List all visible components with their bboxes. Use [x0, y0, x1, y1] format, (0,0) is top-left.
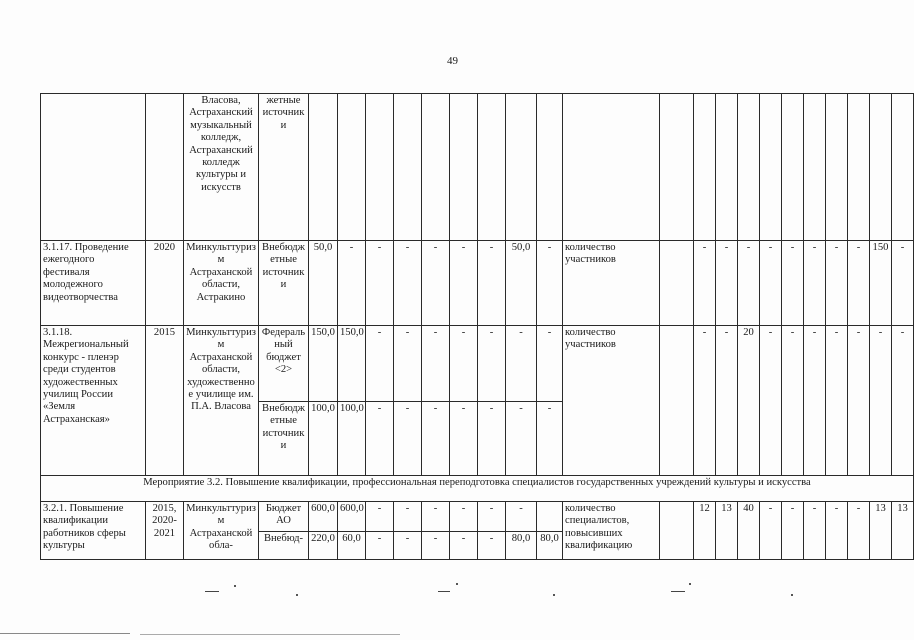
indicator-value: -	[738, 241, 760, 326]
indicator-value: -	[870, 326, 892, 476]
indicator-value: -	[892, 241, 914, 326]
indicator-value: -	[716, 241, 738, 326]
funding-value: -	[537, 402, 563, 476]
funding-value: -	[366, 241, 394, 326]
source-cell: Внебюджетные источники	[259, 402, 309, 476]
indicator-value: -	[694, 241, 716, 326]
indicator-value: -	[848, 241, 870, 326]
scan-mark	[456, 583, 458, 585]
indicator-value: 150	[870, 241, 892, 326]
table-row-3-2-1	[41, 502, 914, 532]
funding-value: -	[422, 502, 450, 532]
funding-value: 150,0	[309, 326, 338, 402]
indicator-value: -	[782, 241, 804, 326]
funding-value: -	[450, 241, 478, 326]
funding-value: -	[422, 326, 450, 402]
indicator-value: -	[826, 326, 848, 476]
year-cell: 2020	[146, 241, 184, 326]
section-heading: Мероприятие 3.2. Повышение квалификации, профессиональная переподготовка специалистов государственных учреждений культуры и искусства	[41, 476, 914, 502]
funding-value: 150,0	[338, 326, 366, 402]
funding-value: -	[506, 502, 537, 532]
activity-name: 3.1.18. Межрегиональный конкурс - пленэр среди студентов художественных училищ России «Земля Астраханская»	[41, 326, 146, 476]
executor-cell: Минкульттуризм Астраханской области, художественное училище им. П.А. Власова	[184, 326, 259, 476]
source-cell: Внебюд-	[259, 532, 309, 560]
indicator-value: -	[892, 326, 914, 476]
year-cell: 2015	[146, 326, 184, 476]
indicator-value: 13	[892, 502, 914, 560]
scan-mark	[791, 594, 793, 596]
table-row-3-1-17	[41, 241, 914, 326]
executor-cell: Минкульттуризм Астраханской обла-	[184, 502, 259, 560]
scan-mark	[0, 633, 130, 634]
source-cell: жетные источники	[259, 94, 309, 241]
funding-value: -	[478, 402, 506, 476]
funding-value: -	[366, 532, 394, 560]
activity-name: 3.2.1. Повышение квалификации работников сферы культуры	[41, 502, 146, 560]
indicator-value: 13	[870, 502, 892, 560]
indicator-value: -	[694, 326, 716, 476]
source-cell: Бюджет АО	[259, 502, 309, 532]
indicator-value: -	[760, 241, 782, 326]
indicator-value: -	[848, 326, 870, 476]
funding-value: -	[450, 402, 478, 476]
funding-value	[537, 502, 563, 532]
source-cell: Внебюджетные источники	[259, 241, 309, 326]
scan-mark	[438, 591, 450, 592]
indicator-name: количество специалистов, повысивших квалификацию	[563, 502, 660, 560]
funding-value: 50,0	[506, 241, 537, 326]
scan-mark	[234, 585, 236, 587]
indicator-value: -	[826, 241, 848, 326]
funding-value: -	[506, 326, 537, 402]
funding-value: -	[478, 532, 506, 560]
section-row	[41, 476, 914, 502]
activity-name: 3.1.17. Проведение ежегодного фестиваля молодежного видеотворчества	[41, 241, 146, 326]
funding-value: 50,0	[309, 241, 338, 326]
funding-value: 100,0	[338, 402, 366, 476]
funding-value: -	[394, 502, 422, 532]
table-row-3-1-18	[41, 326, 914, 402]
indicator-value: 13	[716, 502, 738, 560]
indicator-value: -	[716, 326, 738, 476]
indicator-value: -	[804, 502, 826, 560]
program-table	[40, 93, 914, 560]
funding-value: -	[366, 502, 394, 532]
funding-value: 220,0	[309, 532, 338, 560]
funding-value: 80,0	[537, 532, 563, 560]
funding-value: -	[422, 241, 450, 326]
source-cell: Федеральный бюджет <2>	[259, 326, 309, 402]
indicator-name: количество участников	[563, 241, 660, 326]
year-cell: 2015, 2020-2021	[146, 502, 184, 560]
funding-value: -	[366, 402, 394, 476]
funding-value: -	[394, 402, 422, 476]
table-row-continuation	[41, 94, 914, 241]
scan-mark	[140, 634, 400, 635]
funding-value: -	[450, 502, 478, 532]
funding-value: -	[537, 241, 563, 326]
scan-mark	[671, 591, 685, 592]
executor-cell: Минкульттуризм Астраханской области, Астракино	[184, 241, 259, 326]
funding-value: -	[478, 241, 506, 326]
funding-value: -	[506, 402, 537, 476]
funding-value: 100,0	[309, 402, 338, 476]
funding-value: -	[450, 532, 478, 560]
scan-mark	[296, 594, 298, 596]
indicator-value: 12	[694, 502, 716, 560]
indicator-value: -	[782, 326, 804, 476]
indicator-value: 40	[738, 502, 760, 560]
funding-value: -	[537, 326, 563, 402]
funding-value: 60,0	[338, 532, 366, 560]
indicator-name: количество участников	[563, 326, 660, 476]
funding-value: -	[366, 326, 394, 402]
funding-value: -	[394, 241, 422, 326]
funding-value: -	[422, 532, 450, 560]
funding-value: -	[450, 326, 478, 402]
funding-value: -	[394, 532, 422, 560]
page-number: 49	[447, 55, 458, 67]
funding-value: 80,0	[506, 532, 537, 560]
indicator-value: 20	[738, 326, 760, 476]
indicator-value: -	[826, 502, 848, 560]
indicator-value: -	[760, 502, 782, 560]
funding-value: -	[394, 326, 422, 402]
indicator-value: -	[760, 326, 782, 476]
executor-cell: Власова, Астраханский музыкальный колледж, Астраханский колледж культуры и искусств	[184, 94, 259, 241]
funding-value: -	[478, 502, 506, 532]
indicator-value: -	[804, 241, 826, 326]
scan-mark	[553, 594, 555, 596]
funding-value: -	[338, 241, 366, 326]
funding-value: 600,0	[338, 502, 366, 532]
indicator-value: -	[848, 502, 870, 560]
indicator-value: -	[782, 502, 804, 560]
funding-value: -	[422, 402, 450, 476]
indicator-value: -	[804, 326, 826, 476]
funding-value: 600,0	[309, 502, 338, 532]
scan-mark	[205, 591, 219, 592]
scan-mark	[689, 583, 691, 585]
funding-value: -	[478, 326, 506, 402]
